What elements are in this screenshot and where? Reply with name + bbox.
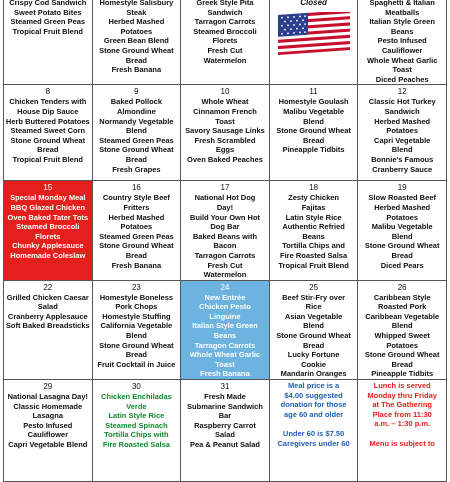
calendar-day-cell <box>269 280 358 379</box>
menu-item-line: Malibu Vegetable <box>371 222 433 232</box>
menu-item-line: Bread <box>125 350 148 360</box>
menu-item-line: Zesty Chicken <box>288 193 339 203</box>
menu-item-line: Mandarin Oranges <box>280 369 347 379</box>
menu-item-line: Fresh Banana <box>200 369 250 379</box>
menu-item-line: Blend <box>391 231 413 241</box>
menu-item-line: Soft Baked Breadsticks <box>5 321 90 331</box>
day-number: 26 <box>397 282 407 292</box>
menu-item-line: Stone Ground Wheat <box>10 135 86 145</box>
menu-item-line: Savory Sausage Links <box>185 126 265 136</box>
day-number: 10 <box>220 87 230 97</box>
menu-item-line: Menu is subject to <box>369 438 435 448</box>
menu-item-line: Day! <box>216 202 234 212</box>
calendar-day-cell <box>358 181 447 280</box>
menu-item-line: Capri Vegetable <box>374 135 431 145</box>
menu-item-line: Fresh Cut <box>207 260 243 270</box>
menu-item-line: Herbed Mashed <box>108 212 165 222</box>
menu-item-line: Dog Bar <box>210 222 240 232</box>
calendar-day-cell <box>92 85 181 181</box>
menu-item-line: Almondine <box>117 106 156 116</box>
menu-item-line: Blend <box>125 126 147 136</box>
menu-item-line: Beans <box>213 331 237 341</box>
calendar-day-cell <box>269 380 358 482</box>
menu-item-line: Stone Ground Wheat <box>364 241 440 251</box>
menu-item-line: Tropical Fruit Blend <box>278 260 349 270</box>
menu-item-line: Asian Vegetable <box>284 311 343 321</box>
menu-item-line: Pesto Infused <box>377 36 427 46</box>
menu-item-line: Toast <box>392 65 412 75</box>
menu-item-line: Bar <box>218 411 232 421</box>
menu-item-line: Capri Vegetable Blend <box>8 440 88 449</box>
menu-item-line: Beans <box>390 26 414 36</box>
menu-item-line: Bread <box>302 135 325 145</box>
menu-item-line: Classic Hot Turkey <box>368 97 436 107</box>
menu-item-line: Pineapple Tidbits <box>371 369 434 379</box>
menu-item-line: a.m. – 1:30 p.m. <box>374 419 431 429</box>
menu-item-line: Cauliflower <box>27 430 69 440</box>
menu-item-line: Verde <box>126 401 147 411</box>
menu-item-line: Spaghetti & Italian <box>369 0 435 7</box>
day-number: 12 <box>397 87 407 97</box>
menu-item-line: Herbed Mashed <box>374 116 431 126</box>
menu-item-line: Herbed Mashed <box>374 202 431 212</box>
menu-item-line: Fire Roasted Salsa <box>280 250 348 260</box>
menu-item-line: Cranberry Sauce <box>372 164 433 174</box>
calendar-week-row <box>4 85 447 181</box>
menu-item-line: Whole Wheat <box>201 97 249 107</box>
menu-item-line: Tortilla Chips with <box>104 430 169 440</box>
menu-item-line: Whipped Sweet <box>374 331 430 341</box>
menu-item-line: Sandwich <box>207 7 243 17</box>
menu-item-line: Crispy Cod Sandwich <box>9 0 87 7</box>
menu-item-line: Special Monday Meal <box>10 193 86 203</box>
calendar-week-row <box>4 0 447 85</box>
menu-item-line: Blend <box>303 116 324 126</box>
menu-item-line: Fire Roasted Salsa <box>102 440 170 449</box>
menu-item-line: Build Your Own Hot <box>189 212 261 222</box>
menu-item-line: Steamed Broccoli <box>16 222 80 232</box>
day-number: 29 <box>43 382 53 392</box>
lunch-menu-calendar <box>3 0 447 482</box>
menu-item-line <box>359 429 445 439</box>
menu-item-line: Pork Chops <box>115 302 158 312</box>
menu-item-line: Pesto Infused <box>23 420 73 430</box>
menu-item-line: Bread <box>302 340 325 350</box>
menu-item-line: Stone Ground Wheat <box>276 126 351 136</box>
menu-item-line: Potatoes <box>386 212 419 222</box>
menu-item-line: Fresh Cut <box>207 45 243 55</box>
menu-item-line: Chicken Enchiladas <box>100 392 172 402</box>
menu-item-line: Caregivers under 60 <box>277 438 350 448</box>
menu-item-line: Tarragon Carrots <box>194 17 256 27</box>
menu-item-line: Pineapple Tidbits <box>282 145 345 155</box>
calendar-day-cell <box>269 85 358 181</box>
menu-item-line: Stone Ground Wheat <box>99 145 174 155</box>
calendar-week-row <box>4 380 447 482</box>
menu-item-line: Meatballs <box>385 7 420 17</box>
day-number: 31 <box>220 382 230 392</box>
menu-item-line: Stone Ground Wheat <box>99 241 174 251</box>
menu-item-line: donation for those <box>280 400 347 410</box>
menu-item-line: Eggs <box>215 145 235 155</box>
menu-item-line: Place from 11:30 <box>372 409 432 419</box>
menu-item-line: National Hot Dog <box>194 193 256 203</box>
menu-item-line: New Entrée <box>204 292 246 302</box>
menu-item-line: Stone Ground Wheat <box>99 340 174 350</box>
menu-item-line: Tarragon Carrots <box>194 340 256 350</box>
menu-item-line: Salad <box>214 430 235 440</box>
menu-item-line: Potatoes <box>386 126 419 136</box>
calendar-day-cell <box>181 280 270 379</box>
menu-item-line: Blend <box>303 321 324 331</box>
menu-item-line: Bonnie's Famous <box>371 154 434 164</box>
menu-item-line: Steamed Broccoli <box>193 26 257 36</box>
menu-item-line: Classic Homemade <box>13 401 83 411</box>
menu-item-line: Cookie <box>301 359 327 369</box>
calendar-week-row <box>4 181 447 280</box>
menu-item-line: Homemade Coleslaw <box>10 250 86 260</box>
menu-item-line: Homestyle Boneless <box>99 292 174 302</box>
menu-item-line: Tropical Fruit Blend <box>12 154 84 164</box>
menu-item-line: Bread <box>391 250 413 260</box>
day-number: 25 <box>309 282 319 292</box>
menu-item-line: Steak <box>126 7 147 17</box>
menu-item-line: Fajitas <box>301 202 326 212</box>
menu-item-line: Sweet Potato Bites <box>14 7 82 17</box>
menu-item-line: Fresh Made <box>204 392 246 402</box>
calendar-day-cell <box>4 380 93 482</box>
menu-item-line: Green Bean Blend <box>103 36 169 46</box>
menu-item-line: Greek Style Pita <box>196 0 254 7</box>
day-number: 22 <box>43 282 53 292</box>
menu-item-line: Fresh Banana <box>111 260 162 270</box>
menu-item-line: Fritters <box>123 202 150 212</box>
menu-item-line: Homestyle Stuffing <box>102 311 171 321</box>
menu-item-line: Pea & Peanut Salad <box>189 440 260 449</box>
day-number: 9 <box>134 87 139 97</box>
american-flag-icon <box>278 12 350 56</box>
calendar-day-cell <box>92 0 181 85</box>
menu-item-line: Toast <box>215 116 235 126</box>
menu-item-line: Bread <box>125 55 148 65</box>
day-number: 18 <box>309 183 319 193</box>
calendar-day-cell <box>358 280 447 379</box>
menu-item-line: Bread <box>125 250 148 260</box>
menu-item-line: Cranberry Applesauce <box>7 311 88 321</box>
calendar-day-cell <box>358 380 447 482</box>
menu-item-line: Fresh Grapes <box>112 164 161 174</box>
menu-item-line: Normandy Vegetable <box>99 116 174 126</box>
menu-item-line: Bread <box>37 145 59 155</box>
menu-item-line: Stone Ground Wheat <box>364 350 440 360</box>
calendar-day-cell <box>92 181 181 280</box>
day-number: 19 <box>397 183 407 193</box>
menu-item-line: $4.00 suggested <box>284 390 343 400</box>
menu-item-line: Watermelon <box>203 55 247 65</box>
menu-item-line: Florets <box>212 36 238 46</box>
menu-item-line: Latin Style Rice <box>108 411 165 421</box>
calendar-day-cell <box>181 380 270 482</box>
menu-item-line: Cauliflower <box>381 45 423 55</box>
day-number: 15 <box>43 183 53 193</box>
menu-item-line: Potatoes <box>120 26 153 36</box>
closed-label: Closed <box>300 0 327 7</box>
menu-item-line: Chicken Pesto <box>199 302 251 312</box>
menu-item-line: Italian Style Green <box>369 17 435 27</box>
menu-item-line: Whole Wheat Garlic <box>189 350 261 360</box>
day-number: 17 <box>220 183 230 193</box>
menu-item-line: Oven Baked Tater Tots <box>7 212 89 222</box>
menu-item-line: Chunky Applesauce <box>12 241 84 251</box>
menu-item-line: Fresh Scrambled <box>194 135 256 145</box>
menu-item-line: Tropical Fruit Blend <box>12 26 84 36</box>
menu-item-line: California Vegetable <box>100 321 173 331</box>
menu-item-line: Bacon <box>213 241 237 251</box>
menu-item-line: Whole Wheat Garlic <box>366 55 438 65</box>
calendar-day-cell <box>181 181 270 280</box>
menu-item-line: Beef Stir-Fry over <box>282 292 346 302</box>
menu-item-line: Steamed Green Peas <box>10 17 86 27</box>
menu-item-line: Oven Baked Peaches <box>187 154 263 164</box>
calendar-day-cell <box>181 85 270 181</box>
menu-item-line: Baked Beans with <box>192 231 258 241</box>
menu-item-line: Latin Style Rice <box>285 212 342 222</box>
day-number: 11 <box>309 87 318 97</box>
menu-item-line: Meal price is a <box>287 381 340 391</box>
menu-item-line: Beans <box>302 231 325 241</box>
menu-item-line: Homestyle Salisbury <box>99 0 174 7</box>
menu-item-line: Raspberry Carrot <box>194 420 256 430</box>
menu-item-line: Blend <box>391 321 413 331</box>
menu-item-line: Tortilla Chips and <box>282 241 345 251</box>
menu-item-line: Blend <box>391 145 413 155</box>
menu-item-line: Blend <box>125 331 147 341</box>
calendar-day-cell <box>4 280 93 379</box>
menu-item-line: Lunch is served <box>373 381 431 391</box>
menu-item-line: Bread <box>125 154 148 164</box>
calendar-day-cell <box>4 0 93 85</box>
menu-item-line: Caribbean Style <box>373 292 431 302</box>
menu-item-line: Potatoes <box>120 222 153 232</box>
menu-item-line: Lasagna <box>32 411 64 421</box>
menu-item-line: Steamed Green Peas <box>99 231 174 241</box>
menu-item-line: Salad <box>37 302 58 312</box>
menu-item-line: Florets <box>35 231 61 241</box>
menu-item-line: Bread <box>391 359 413 369</box>
day-number: 23 <box>131 282 141 292</box>
menu-item-line: at The Gathering <box>372 400 432 410</box>
day-number: 8 <box>45 87 51 97</box>
menu-item-line: Italian Style Green <box>192 321 258 331</box>
menu-item-line: Slow Roasted Beef <box>368 193 436 203</box>
menu-item-line: Rice <box>305 302 322 312</box>
menu-item-line: Monday thru Friday <box>367 390 437 400</box>
menu-item-line: Diced Peaches <box>375 74 429 84</box>
menu-item-line: Potatoes <box>386 340 419 350</box>
calendar-day-cell <box>4 181 93 280</box>
day-number: 16 <box>131 183 141 193</box>
menu-item-line: Lucky Fortune <box>287 350 340 360</box>
menu-item-line: Chicken Tenders with <box>9 97 87 107</box>
calendar-day-cell <box>269 0 358 85</box>
menu-item-line: Caribbean Vegetable <box>365 311 440 321</box>
calendar-week-row <box>4 280 447 379</box>
menu-item-line: Submarine Sandwich <box>187 401 263 411</box>
menu-item-line: Steamed Sweet Corn <box>10 126 86 136</box>
menu-item-line: Linguine <box>209 311 241 321</box>
menu-item-line: Grilled Chicken Caesar <box>6 292 89 302</box>
menu-item-line: Watermelon <box>203 270 247 280</box>
menu-item-line: Cinnamon French <box>193 106 257 116</box>
menu-item-line: Authentic Refried <box>282 222 345 232</box>
menu-item-line: age 60 and older <box>283 409 344 419</box>
menu-item-line: Baked Pollock <box>110 97 163 107</box>
menu-item-line: Fruit Cocktail in Juice <box>97 359 176 369</box>
menu-item-line: Toast <box>215 359 235 369</box>
day-number: 30 <box>131 382 141 392</box>
menu-item-line: Malibu Vegetable <box>283 106 344 116</box>
menu-item-line: Fresh Banana <box>111 65 162 75</box>
calendar-day-cell <box>181 0 270 85</box>
menu-item-line: Country Style Beef <box>102 193 170 203</box>
calendar-day-cell <box>358 85 447 181</box>
calendar-day-cell <box>4 85 93 181</box>
menu-item-line: Steamed Green Peas <box>99 135 174 145</box>
menu-item-line: Homestyle Goulash <box>278 97 349 107</box>
day-number: 24 <box>220 282 230 292</box>
menu-item-line: Roasted Pork <box>378 302 427 312</box>
calendar-day-cell <box>269 181 358 280</box>
menu-item-line: House Dip Sauce <box>17 106 79 116</box>
menu-item-line: BBQ Glazed Chicken <box>10 202 86 212</box>
menu-item-line: Herb Buttered Potatoes <box>5 116 90 126</box>
menu-item-line: Stone Ground Wheat <box>99 45 174 55</box>
calendar-day-cell <box>92 280 181 379</box>
menu-item-line: National Lasagna Day! <box>7 392 89 402</box>
menu-item-line: Diced Pears <box>380 260 424 270</box>
menu-item-line: Steamed Spinach <box>105 420 168 430</box>
menu-item-line <box>271 419 357 429</box>
calendar-day-cell <box>92 380 181 482</box>
menu-item-line: Under 60 is $7.50 <box>282 429 345 438</box>
menu-item-line: Tarragon Carrots <box>194 250 256 260</box>
menu-item-line: Stone Ground Wheat <box>276 331 351 341</box>
menu-item-line: Sandwich <box>384 106 420 116</box>
calendar-day-cell <box>358 0 447 85</box>
menu-item-line: Herbed Mashed <box>108 17 165 27</box>
